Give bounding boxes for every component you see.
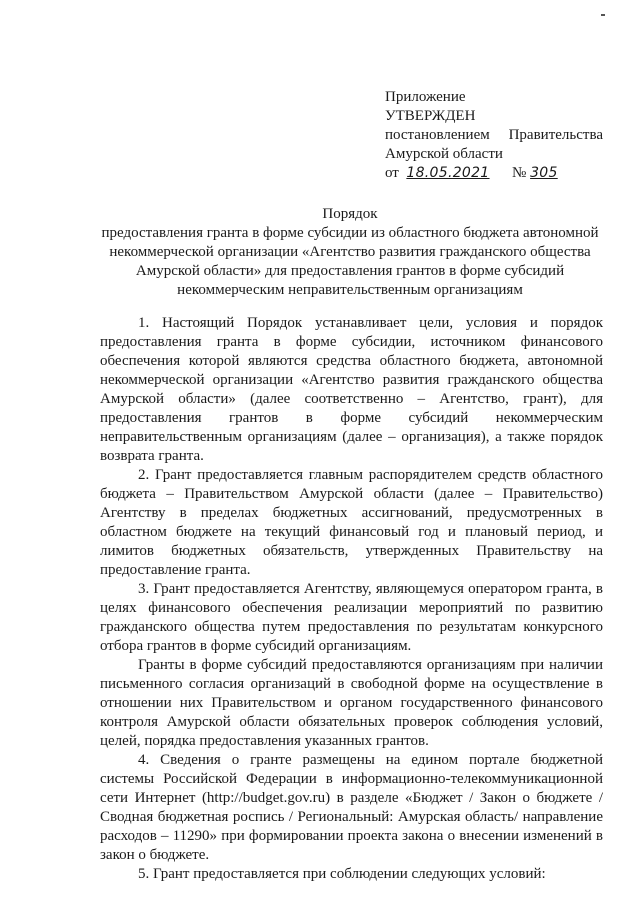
title-line-2: предоставления гранта в форме субсидии из областного бюджета автономной: [101, 225, 599, 241]
document-body: [100, 314, 603, 884]
region-label: Амурской области: [385, 146, 503, 162]
appendix-label: Приложение: [385, 89, 466, 105]
handwritten-date: 18.05.2021: [406, 165, 490, 181]
government-word: Правительства: [508, 127, 603, 143]
paragraph-1: 1. Настоящий Порядок устанавливает цели, условия и порядок предоставления гранта в форме субсидии, источником финансового обеспечения которой являются средства областного бюджета, автономной некоммерческой организации «Агентство развития гражданского общества Амурской области» (далее соответственно – Агентство, грант), для предоставления грантов в форме субсидий некоммерческим неправительственным организациям (далее – организация), а также порядок возврата гранта.: [100, 315, 603, 464]
handwritten-number: 305: [530, 165, 558, 181]
title-line-1: Порядок: [322, 206, 378, 222]
resolution-line: [385, 126, 603, 145]
paragraph-4: 4. Сведения о гранте размещены на едином портале бюджетной системы Российской Федерации в информационно-телекоммуникационной сети Интернет (http://budget.gov.ru) в разделе «Бюджет / Закон о бюджете / Сводная бюджетная роспись / Региональный: Амурская область/ направление расходов – 11290» при формировании проекта закона о внесении изменений в закон о бюджете.: [100, 752, 603, 863]
title-line-5: некоммерческим неправительственным организациям: [177, 282, 523, 298]
paragraph-3: 3. Грант предоставляется Агентству, являющемуся оператором гранта, в целях финансового обеспечения реализации мероприятий по развитию гражданского общества путем предоставления по результатам конкурсного отбора грантов в форме субсидий организациям.: [100, 581, 603, 654]
scan-mark: [601, 14, 605, 16]
date-number-line: [385, 164, 603, 183]
approved-label: УТВЕРЖДЕН: [385, 108, 476, 124]
resolution-word: постановлением: [385, 127, 490, 143]
document-title: [100, 205, 600, 300]
date-prefix: от: [385, 165, 399, 181]
title-line-3: некоммерческой организации «Агентство развития гражданского общества: [109, 244, 591, 260]
approval-stamp-block: [385, 88, 603, 183]
paragraph-2: 2. Грант предоставляется главным распорядителем средств областного бюджета – Правительством Амурской области (далее – Правительство) Агентству в пределах бюджетных ассигнований, предусмотренных в областном бюджете на текущий финансовый год и плановый период, и лимитов бюджетных обязательств, утвержденных Правительству на предоставление гранта.: [100, 467, 603, 578]
paragraph-5: 5. Грант предоставляется при соблюдении следующих условий:: [138, 866, 546, 882]
paragraph-3-continued: Гранты в форме субсидий предоставляются организациям при наличии письменного согласия организаций в свободной форме на осуществление в отношении них Правительством и органом государственного финансового контроля Амурской области обязательных проверок соблюдения условий, целей, порядка предоставления указанных грантов.: [100, 657, 603, 749]
title-line-4: Амурской области» для предоставления грантов в форме субсидий: [135, 263, 565, 279]
number-prefix: №: [512, 165, 527, 181]
